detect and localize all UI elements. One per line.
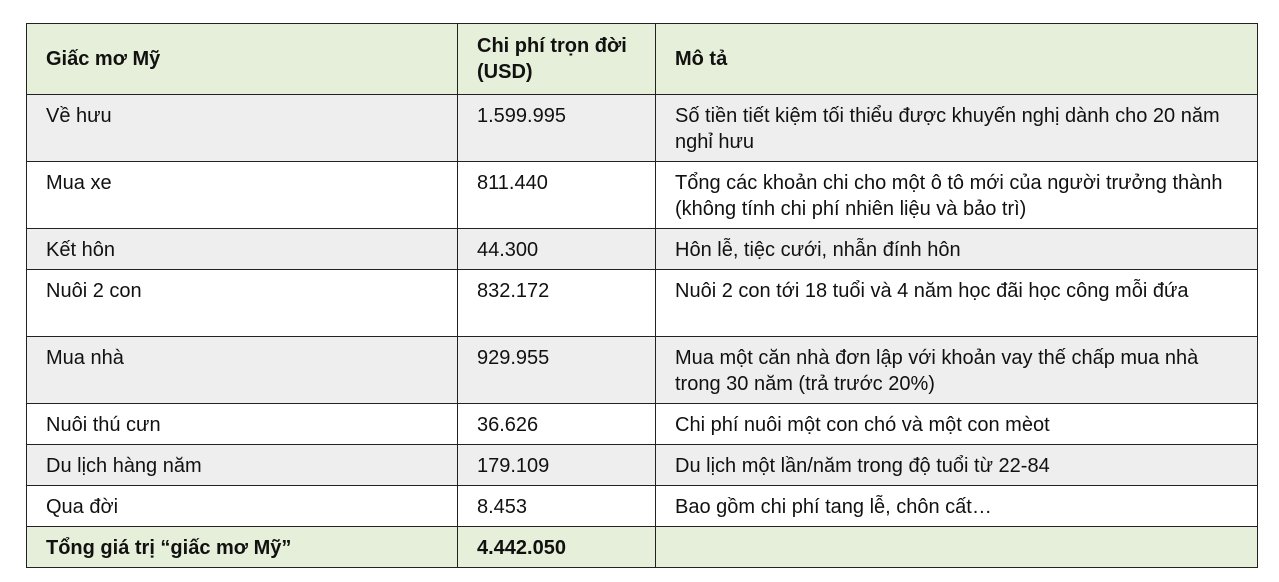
header-row (27, 24, 1258, 95)
cell-cost: 36.626 (458, 404, 656, 445)
cell-item: Mua nhà (27, 337, 458, 404)
cell-description: Mua một căn nhà đơn lập với khoản vay thế chấp mua nhà trong 30 năm (trả trước 20%) (656, 337, 1258, 404)
table-row (27, 162, 1258, 229)
header-cost: Chi phí trọn đời (USD) (458, 24, 656, 95)
cell-item: Nuôi thú cưn (27, 404, 458, 445)
total-row (27, 527, 1258, 568)
cell-item: Nuôi 2 con (27, 270, 458, 337)
total-description (656, 527, 1258, 568)
american-dream-cost-table (26, 23, 1258, 568)
cell-item: Mua xe (27, 162, 458, 229)
table-row (27, 486, 1258, 527)
cell-item: Kết hôn (27, 229, 458, 270)
total-cost: 4.442.050 (458, 527, 656, 568)
total-label: Tổng giá trị “giấc mơ Mỹ” (27, 527, 458, 568)
cell-item: Du lịch hàng năm (27, 445, 458, 486)
cell-description: Du lịch một lần/năm trong độ tuổi từ 22-84 (656, 445, 1258, 486)
table-row (27, 229, 1258, 270)
table-row (27, 445, 1258, 486)
cell-description: Tổng các khoản chi cho một ô tô mới của người trưởng thành (không tính chi phí nhiên liệu và bảo trì) (656, 162, 1258, 229)
cell-description: Nuôi 2 con tới 18 tuổi và 4 năm học đãi học công mỗi đứa (656, 270, 1258, 337)
cell-cost: 811.440 (458, 162, 656, 229)
cell-cost: 179.109 (458, 445, 656, 486)
cell-cost: 832.172 (458, 270, 656, 337)
table-row (27, 95, 1258, 162)
table-container (26, 23, 1258, 568)
cell-description: Bao gồm chi phí tang lễ, chôn cất… (656, 486, 1258, 527)
table-row (27, 270, 1258, 337)
table-row (27, 404, 1258, 445)
cell-cost: 929.955 (458, 337, 656, 404)
cell-cost: 44.300 (458, 229, 656, 270)
cell-description: Hôn lễ, tiệc cưới, nhẫn đính hôn (656, 229, 1258, 270)
table-row (27, 337, 1258, 404)
cell-cost: 1.599.995 (458, 95, 656, 162)
cell-description: Số tiền tiết kiệm tối thiểu được khuyến nghị dành cho 20 năm nghỉ hưu (656, 95, 1258, 162)
cell-description: Chi phí nuôi một con chó và một con mèot (656, 404, 1258, 445)
header-item: Giấc mơ Mỹ (27, 24, 458, 95)
cell-cost: 8.453 (458, 486, 656, 527)
header-description: Mô tả (656, 24, 1258, 95)
cell-item: Về hưu (27, 95, 458, 162)
cell-item: Qua đời (27, 486, 458, 527)
